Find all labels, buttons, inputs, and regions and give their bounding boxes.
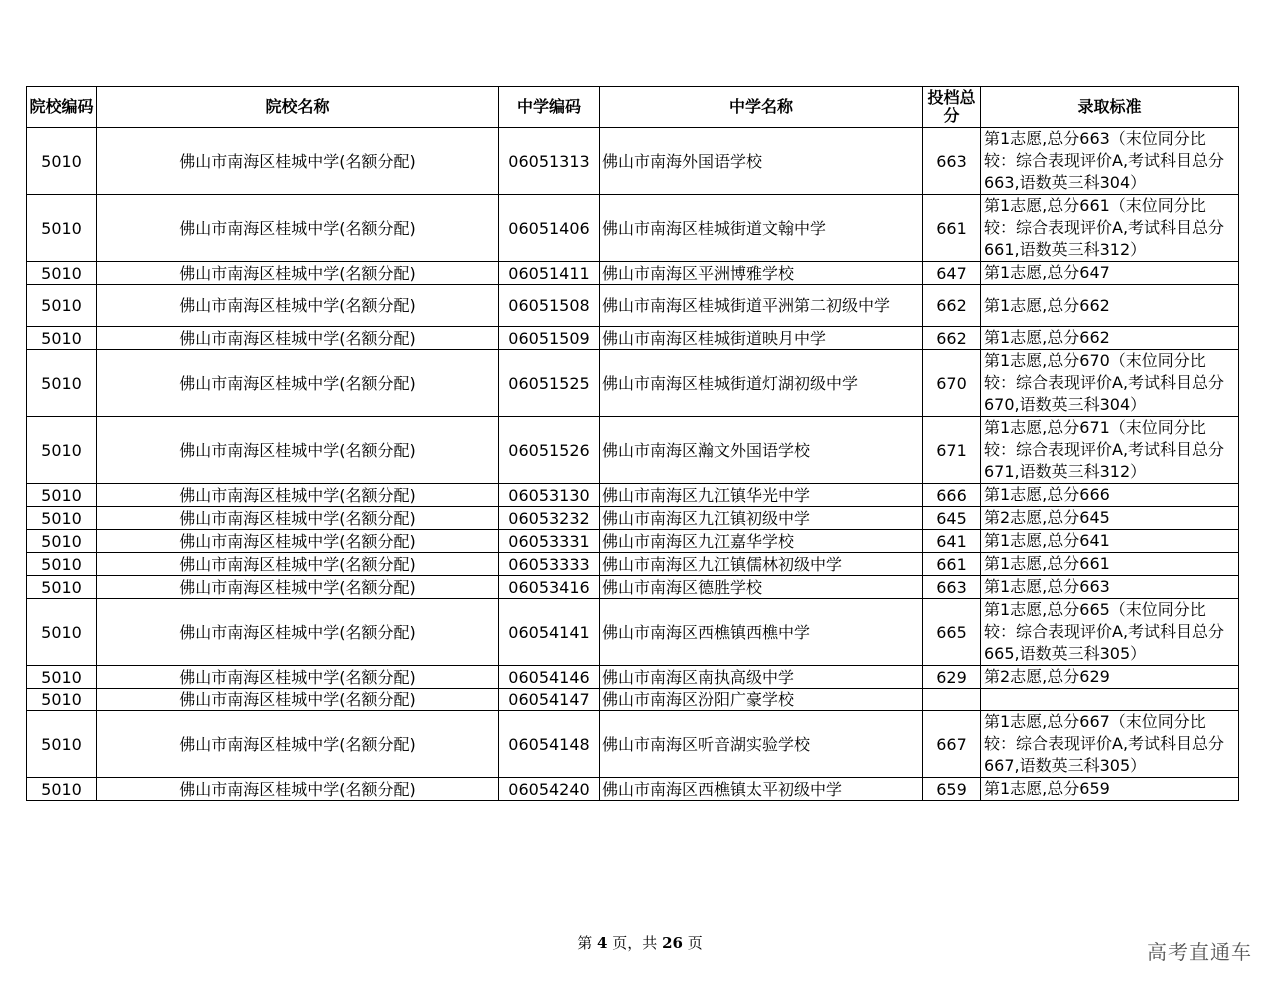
cell-score: 629	[923, 666, 981, 689]
cell-middle-name: 佛山市南海区桂城街道文翰中学	[600, 195, 923, 262]
cell-standard: 第1志愿,总分670（末位同分比较：综合表现评价A,考试科目总分670,语数英三科304）	[981, 350, 1239, 417]
cell-middle-code: 06053416	[499, 576, 600, 599]
table-row	[27, 666, 1239, 689]
cell-school-code: 5010	[27, 599, 97, 666]
table-row	[27, 599, 1239, 666]
header-school-code: 院校编码	[27, 87, 97, 128]
cell-standard: 第1志愿,总分663（末位同分比较：综合表现评价A,考试科目总分663,语数英三科304）	[981, 128, 1239, 195]
cell-standard: 第1志愿,总分647	[981, 262, 1239, 285]
cell-score: 661	[923, 553, 981, 576]
cell-school-name: 佛山市南海区桂城中学(名额分配)	[97, 507, 499, 530]
cell-standard: 第1志愿,总分661	[981, 553, 1239, 576]
cell-middle-name: 佛山市南海外国语学校	[600, 128, 923, 195]
table-row	[27, 530, 1239, 553]
cell-score: 641	[923, 530, 981, 553]
cell-standard: 第2志愿,总分645	[981, 507, 1239, 530]
header-standard: 录取标准	[981, 87, 1239, 128]
cell-school-name: 佛山市南海区桂城中学(名额分配)	[97, 195, 499, 262]
cell-school-code: 5010	[27, 666, 97, 689]
cell-school-name: 佛山市南海区桂城中学(名额分配)	[97, 327, 499, 350]
cell-score	[923, 689, 981, 711]
admission-table	[26, 86, 1239, 801]
cell-school-code: 5010	[27, 507, 97, 530]
table-row	[27, 689, 1239, 711]
table-body	[27, 128, 1239, 801]
cell-school-code: 5010	[27, 128, 97, 195]
header-middle-name: 中学名称	[600, 87, 923, 128]
cell-standard: 第1志愿,总分662	[981, 285, 1239, 327]
table-row	[27, 553, 1239, 576]
cell-score: 659	[923, 778, 981, 801]
cell-middle-code: 06053232	[499, 507, 600, 530]
table-row	[27, 285, 1239, 327]
footer-total-pages: 26	[662, 934, 683, 952]
cell-middle-name: 佛山市南海区九江镇初级中学	[600, 507, 923, 530]
cell-standard: 第1志愿,总分667（末位同分比较：综合表现评价A,考试科目总分667,语数英三科305）	[981, 711, 1239, 778]
cell-school-name: 佛山市南海区桂城中学(名额分配)	[97, 417, 499, 484]
cell-standard: 第1志愿,总分661（末位同分比较：综合表现评价A,考试科目总分661,语数英三科312）	[981, 195, 1239, 262]
cell-middle-code: 06051411	[499, 262, 600, 285]
cell-standard: 第1志愿,总分662	[981, 327, 1239, 350]
cell-score: 661	[923, 195, 981, 262]
cell-standard	[981, 689, 1239, 711]
cell-school-code: 5010	[27, 350, 97, 417]
cell-score: 665	[923, 599, 981, 666]
cell-standard: 第1志愿,总分665（末位同分比较：综合表现评价A,考试科目总分665,语数英三科305）	[981, 599, 1239, 666]
cell-school-name: 佛山市南海区桂城中学(名额分配)	[97, 350, 499, 417]
cell-middle-name: 佛山市南海区桂城街道灯湖初级中学	[600, 350, 923, 417]
cell-middle-code: 06051508	[499, 285, 600, 327]
cell-middle-code: 06051526	[499, 417, 600, 484]
cell-middle-code: 06051313	[499, 128, 600, 195]
cell-school-name: 佛山市南海区桂城中学(名额分配)	[97, 285, 499, 327]
cell-school-code: 5010	[27, 195, 97, 262]
cell-middle-name: 佛山市南海区九江镇华光中学	[600, 484, 923, 507]
cell-school-name: 佛山市南海区桂城中学(名额分配)	[97, 599, 499, 666]
cell-middle-name: 佛山市南海区听音湖实验学校	[600, 711, 923, 778]
cell-standard: 第1志愿,总分659	[981, 778, 1239, 801]
cell-middle-code: 06051406	[499, 195, 600, 262]
footer-current-page: 4	[597, 934, 608, 952]
cell-middle-code: 06053130	[499, 484, 600, 507]
cell-middle-code: 06054141	[499, 599, 600, 666]
footer-prefix: 第	[577, 934, 593, 952]
page-footer	[0, 932, 1280, 953]
cell-score: 670	[923, 350, 981, 417]
cell-standard: 第1志愿,总分641	[981, 530, 1239, 553]
cell-score: 662	[923, 285, 981, 327]
cell-middle-code: 06053333	[499, 553, 600, 576]
cell-school-name: 佛山市南海区桂城中学(名额分配)	[97, 689, 499, 711]
cell-middle-name: 佛山市南海区瀚文外国语学校	[600, 417, 923, 484]
cell-school-name: 佛山市南海区桂城中学(名额分配)	[97, 128, 499, 195]
cell-standard: 第1志愿,总分663	[981, 576, 1239, 599]
cell-middle-code: 06051525	[499, 350, 600, 417]
cell-score: 667	[923, 711, 981, 778]
cell-middle-name: 佛山市南海区西樵镇西樵中学	[600, 599, 923, 666]
table-row	[27, 128, 1239, 195]
table-row	[27, 711, 1239, 778]
table-row	[27, 262, 1239, 285]
cell-score: 663	[923, 128, 981, 195]
cell-middle-name: 佛山市南海区汾阳广豪学校	[600, 689, 923, 711]
cell-middle-name: 佛山市南海区九江镇儒林初级中学	[600, 553, 923, 576]
cell-school-code: 5010	[27, 689, 97, 711]
table-header-row	[27, 87, 1239, 128]
cell-score: 666	[923, 484, 981, 507]
cell-school-code: 5010	[27, 530, 97, 553]
cell-score: 647	[923, 262, 981, 285]
cell-score: 671	[923, 417, 981, 484]
cell-middle-name: 佛山市南海区平洲博雅学校	[600, 262, 923, 285]
cell-score: 662	[923, 327, 981, 350]
cell-school-name: 佛山市南海区桂城中学(名额分配)	[97, 484, 499, 507]
table-row	[27, 350, 1239, 417]
header-school-name: 院校名称	[97, 87, 499, 128]
cell-school-name: 佛山市南海区桂城中学(名额分配)	[97, 530, 499, 553]
cell-middle-code: 06054146	[499, 666, 600, 689]
cell-school-name: 佛山市南海区桂城中学(名额分配)	[97, 711, 499, 778]
cell-middle-code: 06054240	[499, 778, 600, 801]
footer-middle: 页，共	[612, 934, 658, 952]
cell-middle-name: 佛山市南海区桂城街道映月中学	[600, 327, 923, 350]
cell-school-code: 5010	[27, 262, 97, 285]
table-row	[27, 327, 1239, 350]
table-row	[27, 195, 1239, 262]
cell-school-code: 5010	[27, 778, 97, 801]
watermark: 高考直通车	[1147, 940, 1252, 964]
cell-middle-code: 06054148	[499, 711, 600, 778]
cell-score: 645	[923, 507, 981, 530]
cell-school-name: 佛山市南海区桂城中学(名额分配)	[97, 576, 499, 599]
cell-school-code: 5010	[27, 417, 97, 484]
cell-middle-code: 06054147	[499, 689, 600, 711]
cell-middle-name: 佛山市南海区西樵镇太平初级中学	[600, 778, 923, 801]
header-middle-code: 中学编码	[499, 87, 600, 128]
cell-school-code: 5010	[27, 576, 97, 599]
cell-school-code: 5010	[27, 285, 97, 327]
cell-school-name: 佛山市南海区桂城中学(名额分配)	[97, 553, 499, 576]
cell-middle-name: 佛山市南海区九江嘉华学校	[600, 530, 923, 553]
cell-standard: 第1志愿,总分671（末位同分比较：综合表现评价A,考试科目总分671,语数英三科312）	[981, 417, 1239, 484]
footer-suffix: 页	[687, 934, 703, 952]
cell-school-name: 佛山市南海区桂城中学(名额分配)	[97, 666, 499, 689]
cell-score: 663	[923, 576, 981, 599]
cell-middle-code: 06053331	[499, 530, 600, 553]
cell-middle-name: 佛山市南海区南执高级中学	[600, 666, 923, 689]
table-row	[27, 576, 1239, 599]
cell-middle-name: 佛山市南海区德胜学校	[600, 576, 923, 599]
cell-school-code: 5010	[27, 711, 97, 778]
cell-school-code: 5010	[27, 327, 97, 350]
table-row	[27, 778, 1239, 801]
cell-school-code: 5010	[27, 553, 97, 576]
table-row	[27, 417, 1239, 484]
table-row	[27, 507, 1239, 530]
cell-standard: 第2志愿,总分629	[981, 666, 1239, 689]
cell-school-name: 佛山市南海区桂城中学(名额分配)	[97, 778, 499, 801]
cell-middle-name: 佛山市南海区桂城街道平洲第二初级中学	[600, 285, 923, 327]
cell-standard: 第1志愿,总分666	[981, 484, 1239, 507]
cell-school-name: 佛山市南海区桂城中学(名额分配)	[97, 262, 499, 285]
header-score: 投档总分	[923, 87, 981, 128]
cell-middle-code: 06051509	[499, 327, 600, 350]
cell-school-code: 5010	[27, 484, 97, 507]
table-row	[27, 484, 1239, 507]
